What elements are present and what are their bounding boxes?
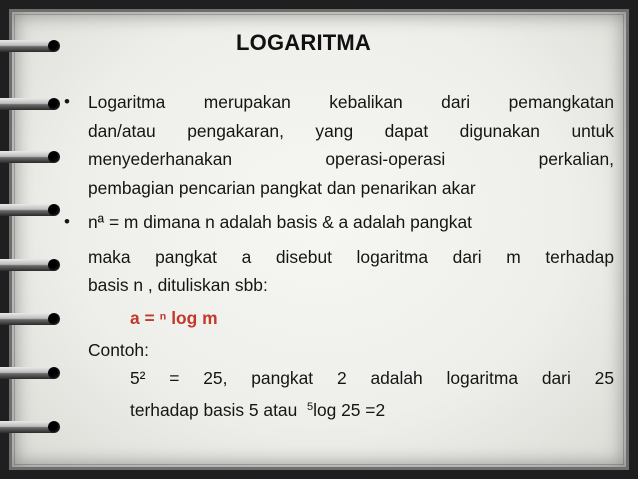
slide-title: LOGARITMA (236, 30, 372, 55)
binder-hole (48, 151, 60, 163)
example-block (62, 364, 614, 424)
log-formula: a = ⁿ log m (130, 307, 218, 328)
binder-hole (48, 313, 60, 325)
bullet-marker: • (64, 92, 70, 111)
example-log-expression: log 25 =2 (313, 399, 386, 420)
binder-hole (48, 98, 60, 110)
binder-hole (48, 40, 60, 52)
explanation-line-2: basis n , dituliskan sbb: (88, 275, 268, 295)
explanation-line-1: maka pangkat a disebut logaritma dari m terhadap (88, 246, 614, 267)
bullet-notation (62, 208, 614, 237)
definition-line-4: pembagian pencarian pangkat dan penarikan akar (88, 177, 476, 198)
bullet-definition (62, 88, 614, 202)
example-line-2 (130, 393, 614, 425)
binder-hole (48, 204, 60, 216)
definition-line-2: dan/atau pengakaran, yang dapat digunakan untuk (88, 120, 614, 141)
definition-line-1: Logaritma merupakan kebalikan dari pemangkatan (88, 92, 614, 112)
binder-hole (48, 421, 60, 433)
example-line-1: 5² = 25, pangkat 2 adalah logaritma dari 25 (130, 368, 614, 388)
slide-content (62, 88, 614, 424)
example-log-base: 5 (306, 400, 314, 413)
explanation-paragraph (62, 243, 614, 300)
bullet-marker: • (64, 212, 70, 231)
spiral-binder (0, 0, 70, 479)
definition-line-3: menyederhanakan operasi-operasi perkalian, (88, 149, 614, 169)
example-label: Contoh: (88, 339, 149, 360)
example-line-2-text: terhadap basis 5 atau (130, 399, 298, 420)
binder-hole (48, 259, 60, 271)
notation-text: nª = m dimana n adalah basis & a adalah pangkat (88, 212, 472, 232)
binder-hole (48, 367, 60, 379)
